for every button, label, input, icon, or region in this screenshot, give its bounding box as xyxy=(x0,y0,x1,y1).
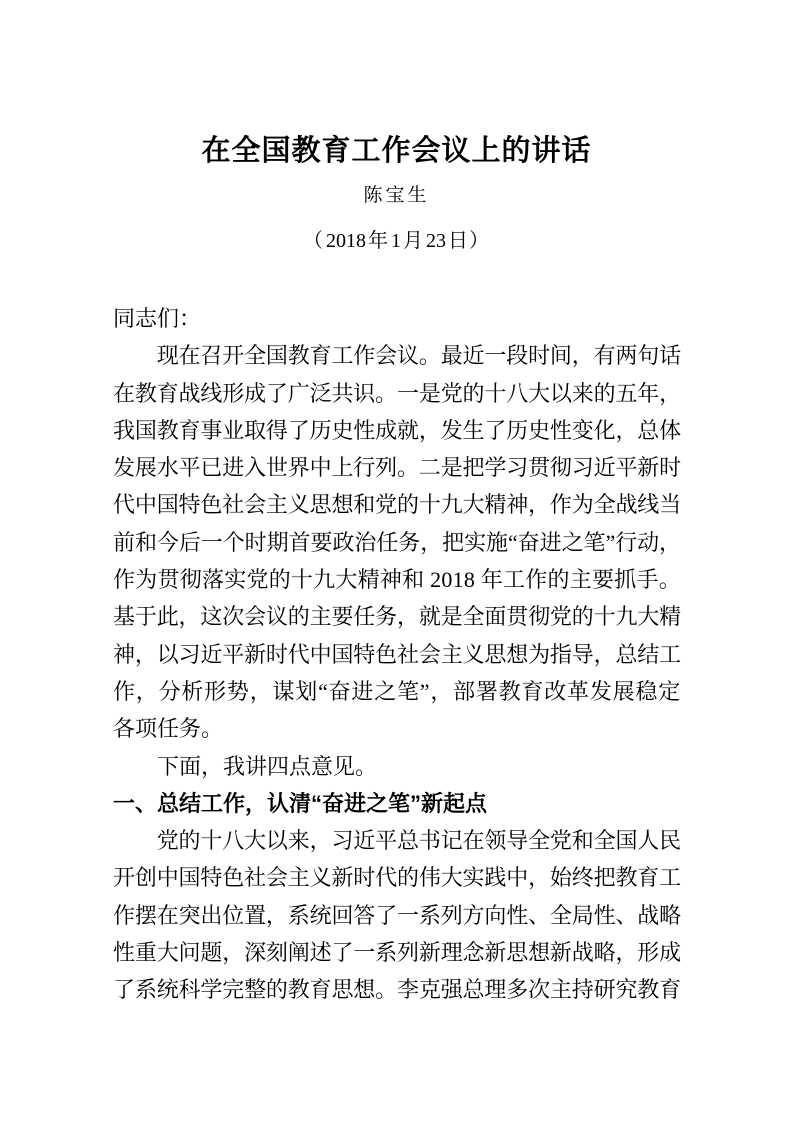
body-line xyxy=(113,859,681,896)
body-line-text: 开创中国特色社会主义新时代的伟大实践中，始终把教育工 xyxy=(113,865,681,891)
body-line-text: 发展水平已进入世界中上行列。二是把学习贯彻习近平新时 xyxy=(113,455,681,481)
body-line-text: 我国教育事业取得了历史性成就，发生了历史性变化，总体 xyxy=(113,417,681,443)
date-day-unit: 日 xyxy=(448,230,469,252)
body-line xyxy=(113,375,681,412)
body-line xyxy=(113,897,681,934)
section-heading: 一、总结工作，认清“奋进之笔”新起点 xyxy=(113,790,488,816)
body-line xyxy=(113,524,681,561)
body-line-text: 作，分析形势，谋划“奋进之笔”，部署教育改革发展稳定 xyxy=(113,678,681,704)
body-line xyxy=(113,561,681,598)
body-line-text: 作摆在突出位置，系统回答了一系列方向性、全局性、战略 xyxy=(113,902,681,928)
body-line xyxy=(113,412,681,449)
body-line-text: 基于此，这次会议的主要任务，就是全面贯彻党的十九大精 xyxy=(113,604,681,630)
body-line xyxy=(113,822,681,859)
body-line-text: 代中国特色社会主义思想和党的十九大精神，作为全战线当 xyxy=(113,492,681,518)
body-line-text: 神，以习近平新时代中国特色社会主义思想为指导，总结工 xyxy=(113,641,681,667)
body-line xyxy=(113,971,681,1008)
date-day: 23 xyxy=(426,230,446,252)
date-month: 1 xyxy=(391,230,401,252)
body-line-text: 作为贯彻落实党的十九大精神和 2018 年工作的主要抓手。 xyxy=(113,567,681,593)
document-body xyxy=(113,300,681,1009)
body-line xyxy=(113,486,681,523)
body-line xyxy=(113,337,681,374)
body-line-text: 现在召开全国教育工作会议。最近一段时间，有两句话 xyxy=(113,343,681,369)
document-author: 陈宝生 xyxy=(363,185,430,206)
body-line-text: 党的十八大以来，习近平总书记在领导全党和全国人民 xyxy=(113,828,681,854)
body-line xyxy=(113,598,681,635)
page-title: 在全国教育工作会议上的讲话 xyxy=(201,135,592,167)
body-line xyxy=(113,636,681,673)
date-close-paren: ） xyxy=(469,230,490,252)
date-month-unit: 月 xyxy=(403,230,424,252)
salutation-line: 同志们： xyxy=(113,306,202,331)
body-line: 各项任务。 xyxy=(113,716,224,742)
date-open-paren: （ xyxy=(303,230,324,252)
body-line xyxy=(113,934,681,971)
body-line-text: 前和今后一个时期首要政治任务，把实施“奋进之笔”行动， xyxy=(113,529,681,555)
body-line xyxy=(113,449,681,486)
document-date xyxy=(0,226,793,256)
body-line xyxy=(113,673,681,710)
body-line-text: 了系统科学完整的教育思想。李克强总理多次主持研究教育 xyxy=(113,977,681,1003)
body-line-text: 性重大问题，深刻阐述了一系列新理念新思想新战略，形成 xyxy=(113,940,681,966)
date-year-unit: 年 xyxy=(368,230,389,252)
body-line: 下面，我讲四点意见。 xyxy=(113,753,378,779)
body-line-text: 在教育战线形成了广泛共识。一是党的十八大以来的五年， xyxy=(113,380,681,406)
date-year: 2018 xyxy=(326,230,366,252)
